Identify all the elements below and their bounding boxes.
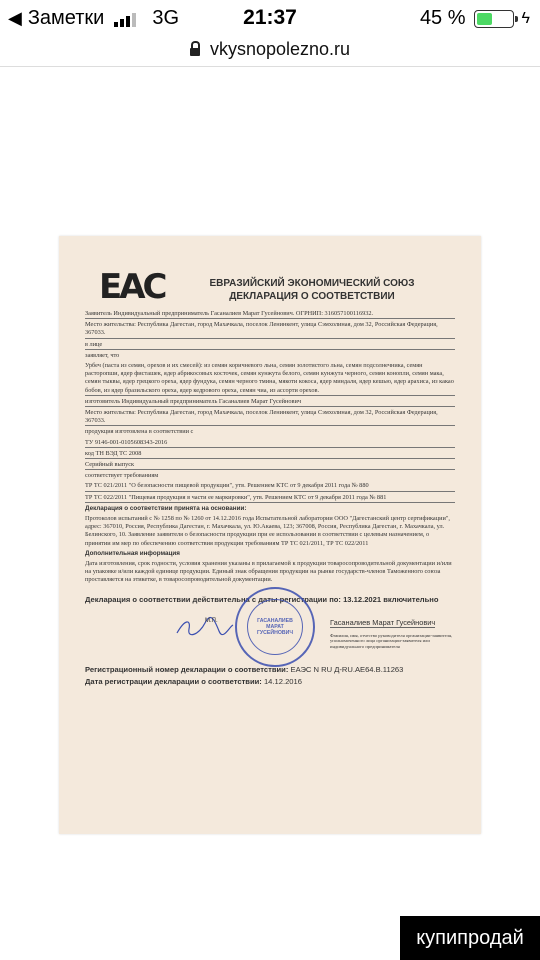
registration-date-line bbox=[85, 677, 455, 687]
tu-line: ТУ 9146-001-0105608343-2016 bbox=[85, 439, 455, 448]
seal-stamp-text: ГАСАНАЛИЕВ МАРАТ ГУСЕЙНОВИЧ bbox=[247, 599, 303, 655]
back-to-app-label[interactable]: Заметки bbox=[27, 7, 105, 29]
union-title: ЕВРАЗИЙСКИЙ ЭКОНОМИЧЕСКИЙ СОЮЗ bbox=[209, 278, 415, 289]
back-arrow-icon[interactable]: ◀ bbox=[8, 8, 22, 28]
tr-022-line: ТР ТС 022/2011 "Пищевая продукция в части ее маркировки", утв. Решением КТС от 9 декабря 2011 года № 881 bbox=[85, 494, 455, 503]
serial-line: Серийный выпуск bbox=[85, 461, 455, 470]
declaration-document-image bbox=[59, 236, 481, 834]
stamp-place-label: М.П. bbox=[205, 617, 218, 624]
tr-021-line: ТР ТС 021/2011 "О безопасности пищевой продукции", утв. Решением КТС от 9 декабря 2011 года № 880 bbox=[85, 482, 455, 491]
url-text[interactable]: vkysnopolezno.ru bbox=[209, 38, 351, 59]
brand-badge: купипродай bbox=[400, 916, 540, 960]
declares-line: заявляет, что bbox=[85, 351, 120, 359]
applicant-address: Место жительства: Республика Дагестан, город Махачкала, поселок Ленинкент, улица Сэмхолиная, дом 32, Российская Федерация, 367033. bbox=[85, 321, 455, 338]
signatory-name: Гасаналиев Марат Гусейнович bbox=[330, 617, 436, 627]
registration-date: 14.12.2016 bbox=[263, 676, 302, 686]
signatory-note: Фамилия, имя, отчество руководителя организации-заявителя, уполномоченного лица организации-заявителя или индивидуального предпринимателя bbox=[330, 632, 453, 649]
code-line: код ТН ВЭД ТС 2008 bbox=[85, 450, 455, 459]
battery-percent: 45 % bbox=[419, 7, 466, 29]
applicant-line: Заявитель Индивидуальный предприниматель Гасаналиев Марат Гусейнович. ОГРНИП: 316057100116932. bbox=[85, 310, 455, 319]
eac-logo: EAC bbox=[99, 267, 165, 307]
basis-text: Протоколов испытаний с № 1258 по № 1260 от 14.12.2016 года Испытательной лаборатории ООО "Дагестанский центр сертификации", адрес: 367010, Россия, Республика Дагестан, г. Махачкала, ул. Ю.Акаева, 123; 367008, Россия, Республика Дагестан, г. Махачкала, ул. Белинского, 10. Заявление заявителя о безопасности продукции при ее использовании в соответствии с целевым назначением, о принятии им мер по обеспечению соответствия продукции требованиям ТР ТС 021/2011, ТР ТС 022/2011 bbox=[85, 515, 450, 547]
network-type: 3G bbox=[152, 7, 180, 29]
status-right bbox=[420, 7, 530, 30]
in-person-line: в лице bbox=[85, 341, 455, 350]
meets-line: соответствует требованиям bbox=[85, 472, 159, 480]
document-body bbox=[85, 310, 455, 689]
battery-icon bbox=[474, 10, 514, 28]
extra-info-title: Дополнительная информация bbox=[85, 549, 180, 557]
seal-stamp bbox=[235, 587, 315, 667]
registration-date-label: Дата регистрации декларации о соответствии: bbox=[85, 676, 262, 686]
document-title: ДЕКЛАРАЦИЯ О СООТВЕТСТВИИ bbox=[229, 290, 395, 302]
charging-icon: ϟ bbox=[521, 9, 530, 27]
signature-block bbox=[85, 607, 455, 665]
product-description: Урбеч (паста из семян, орехов и их смесей): из семян коричневого льна, семян золотистого льна, семян подсолнечника, семян расторопши, ядер фисташек, ядер абрикосовых косточек, семян кунжута белого, семян кунжута черного, семян конопли, семян мака, семян тыквы, ядер грецкого ореха, ядер фундука, семян черного тмина, мякоти кокоса, ядер миндаля, ядер кешью, ядер арахиса, из какао бобов, из ядер бразильского ореха, ядер кедрового ореха, семян чиа, из ассорти орехов. bbox=[85, 362, 455, 396]
registration-number: ЕАЭС N RU Д-RU.АЕ64.В.11263 bbox=[290, 664, 404, 674]
header-divider bbox=[0, 66, 540, 67]
status-bar bbox=[0, 0, 540, 34]
extra-info-text: Дата изготовления, срок годности, условия хранения указаны в прилагаемой к продукции товаросопроводительной документации и/или на упаковке и/или каждой единице продукции. Единый знак обращения продукции на рынке государств-членов Таможенного союза проставляется на этикетке, в товаросопроводительной документации. bbox=[85, 560, 452, 584]
basis-title: Декларация о соответствии принята на основании: bbox=[85, 504, 247, 512]
lock-icon bbox=[190, 48, 200, 56]
address-bar[interactable] bbox=[0, 34, 540, 64]
validity-date: 13.12.2021 включительно bbox=[343, 594, 439, 604]
document-header bbox=[177, 278, 447, 303]
validity-label: Декларация о соответствии действительна с даты регистрации по: bbox=[85, 594, 341, 604]
clock: 21:37 bbox=[243, 6, 297, 29]
registration-number-label: Регистрационный номер декларации о соответствии: bbox=[85, 664, 289, 674]
manufacturer-line: изготовитель Индивидуальный предприниматель Гасаналиев Марат Гусейнович bbox=[85, 398, 455, 407]
produced-according-line: продукция изготовлена в соответствии с bbox=[85, 428, 194, 436]
manufacturer-address: Место жительства: Республика Дагестан, город Махачкала, поселок Ленинкент, улица Сэмхолиная, дом 32, Российская Федерация, 367033. bbox=[85, 409, 455, 426]
